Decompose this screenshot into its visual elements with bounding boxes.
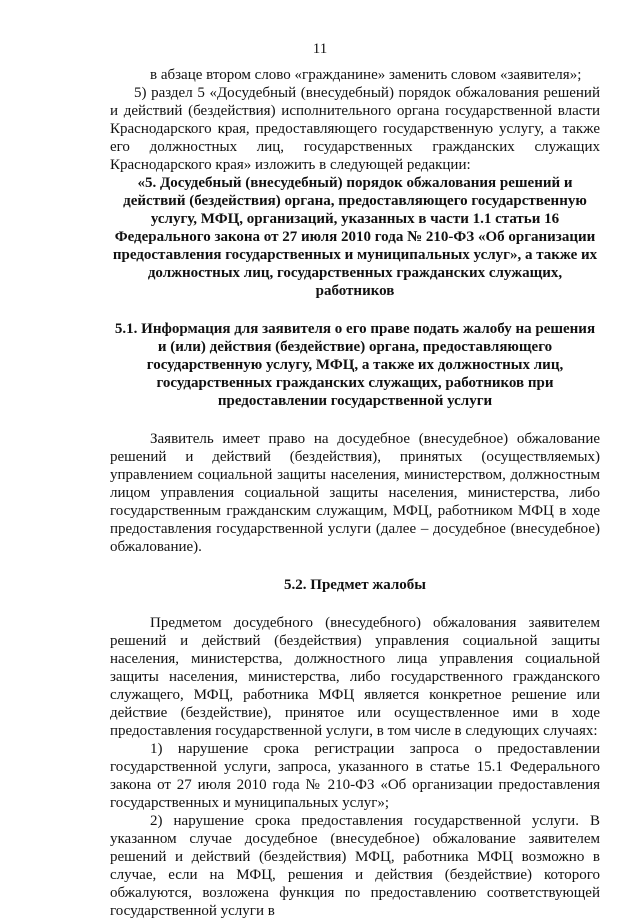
spacer — [110, 594, 600, 614]
section-5-1-heading: 5.1. Информация для заявителя о его праве подать жалобу на решения и (или) действия (бездействие) органа, предоставляющего государственную услугу, МФЦ, а также их должностных лиц, государственных гражданских служащих, работников при предоставлении государственной услуги — [114, 321, 596, 409]
list-item-case-1: 1) нарушение срока регистрации запроса о предоставлении государственной услуги, запроса, указанного в статье 15.1 Федерального закона от 27 июля 2010 года № 210-ФЗ «Об организации предоставления государственных и муниципальных услуг»; — [110, 741, 600, 811]
paragraph-appeal-right: Заявитель имеет право на досудебное (внесудебное) обжалование решений и действий (бездействия), принятых (осуществляемых) управлением социальной защиты населения, министерством, должностным лицом управления социальной защиты населения, министерства, либо государственным гражданским служащим, МФЦ, работником МФЦ в ходе предоставления государственной услуги (далее – досудебное (внесудебное) обжалование). — [110, 431, 600, 555]
document-body — [110, 66, 600, 920]
spacer — [110, 556, 600, 576]
page-number: 11 — [312, 41, 328, 57]
list-item-case-2: 2) нарушение срока предоставления государственной услуги. В указанном случае досудебное (внесудебное) обжалование заявителем решений и действий (бездействия) МФЦ, работника МФЦ возможно в случае, если на МФЦ, решения и действия (бездействие) которого обжалуются, возложена функция по предоставлению соответствующей государственной услуги в — [110, 813, 600, 919]
paragraph-amendment-1: в абзаце втором слово «гражданине» заменить словом «заявителя»; — [150, 67, 582, 83]
section-5-heading: «5. Досудебный (внесудебный) порядок обжалования решений и действий (бездействия) органа, предоставляющего государственную услугу, МФЦ, организаций, указанных в части 1.1 статьи 16 Федерального закона от 27 июля 2010 года № 210-ФЗ «Об организации предоставления государственных и муниципальных услуг», а также их должностных лиц, государственных гражданских служащих, работников — [112, 175, 598, 299]
paragraph-amendment-2: 5) раздел 5 «Досудебный (внесудебный) порядок обжалования решений и действий (бездействия) исполнительного органа государственной власти Краснодарского края, предоставляющего государственную услугу, а также его должностных лиц, государственных гражданских служащих Краснодарского края» изложить в следующей редакции: — [110, 85, 600, 173]
spacer — [110, 300, 600, 320]
section-5-2-heading: 5.2. Предмет жалобы — [284, 577, 426, 593]
paragraph-complaint-subject: Предметом досудебного (внесудебного) обжалования заявителем решений и действий (бездействия) управления социальной защиты населения, министерства, должностного лица управления социальной защиты населения, министерства, либо государственного гражданского служащего, МФЦ, работника МФЦ является конкретное решение или действие (бездействие), принятое или осуществленное ими в ходе предоставления государственной услуги, в том числе в следующих случаях: — [110, 615, 600, 739]
spacer — [110, 410, 600, 430]
